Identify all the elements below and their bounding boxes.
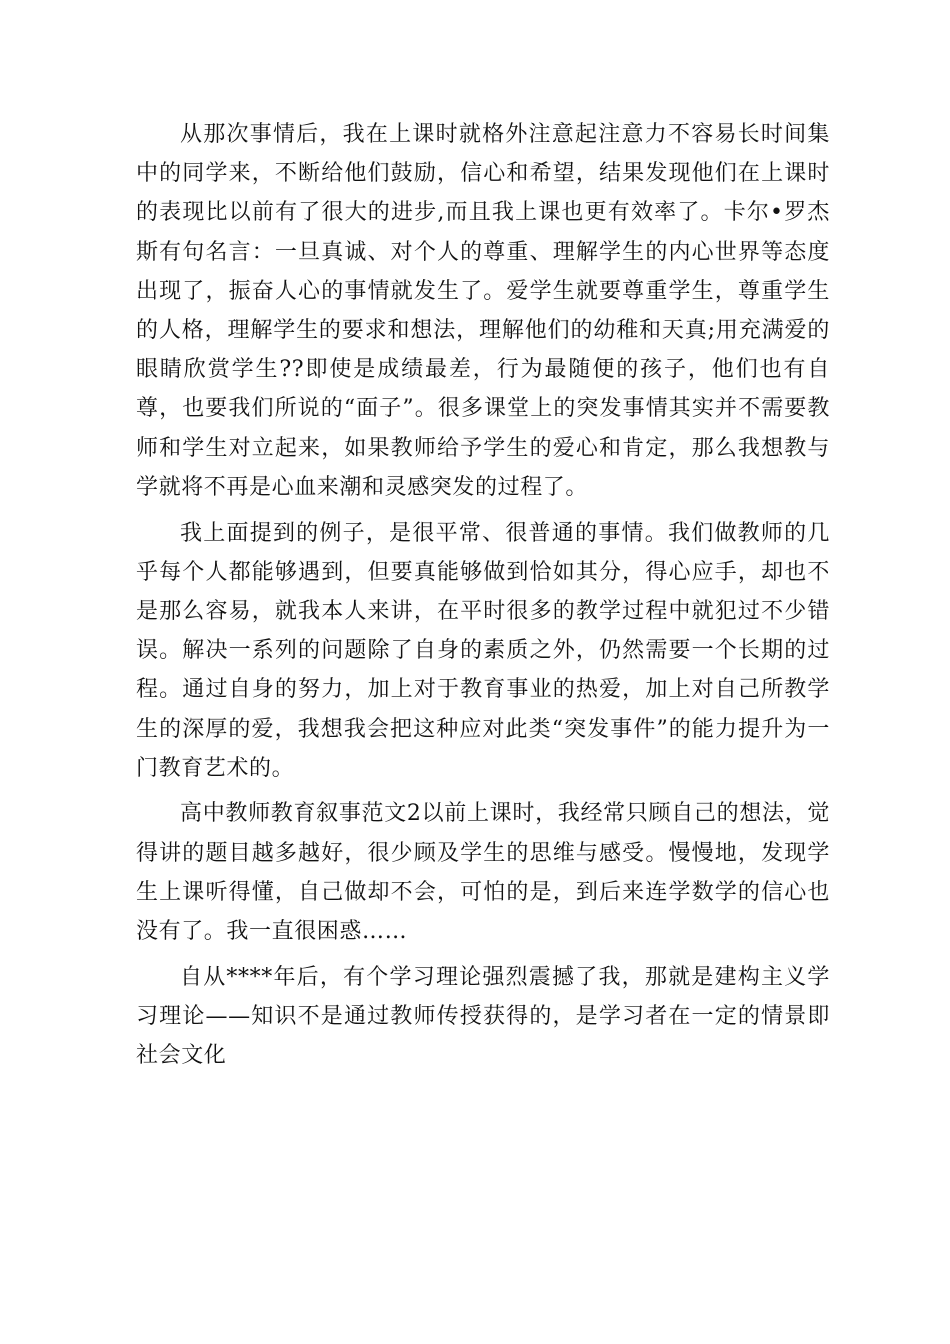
paragraph-4: 自从****年后，有个学习理论强烈震撼了我，那就是建构主义学习理论——知识不是通过教师传授获得的，是学习者在一定的情景即社会文化 xyxy=(136,964,830,1069)
paragraph-1: 从那次事情后，我在上课时就格外注意起注意力不容易长时间集中的同学来，不断给他们鼓励，信心和希望，结果发现他们在上课时的表现比以前有了很大的进步,而且我上课也更有效率了。卡尔•罗杰斯有句名言：一旦真诚、对个人的尊重、理解学生的内心世界等态度出现了，振奋人心的事情就发生了。爱学生就要尊重学生，尊重学生的人格，理解学生的要求和想法，理解他们的幼稚和天真;用充满爱的眼睛欣赏学生??即使是成绩最差，行为最随便的孩子，他们也有自尊，也要我们所说的“面子”。很多课堂上的突发事情其实并不需要教师和学生对立起来，如果教师给予学生的爱心和肯定，那么我想教与学就将不再是心血来潮和灵感突发的过程了。 xyxy=(136,122,830,500)
paragraph-2: 我上面提到的例子，是很平常、很普通的事情。我们做教师的几乎每个人都能够遇到，但要真能够做到恰如其分，得心应手，却也不是那么容易，就我本人来讲，在平时很多的教学过程中就犯过不少错误。解决一系列的问题除了自身的素质之外，仍然需要一个长期的过程。通过自身的努力，加上对于教育事业的热爱，加上对自己所教学生的深厚的爱，我想我会把这种应对此类“突发事件”的能力提升为一门教育艺术的。 xyxy=(136,520,830,781)
document-body xyxy=(136,115,830,1075)
paragraph-3: 高中教师教育叙事范文2以前上课时，我经常只顾自己的想法，觉得讲的题目越多越好，很少顾及学生的思维与感受。慢慢地，发现学生上课听得懂，自己做却不会，可怕的是，到后来连学数学的信心也没有了。我一直很困惑…… xyxy=(136,801,830,945)
